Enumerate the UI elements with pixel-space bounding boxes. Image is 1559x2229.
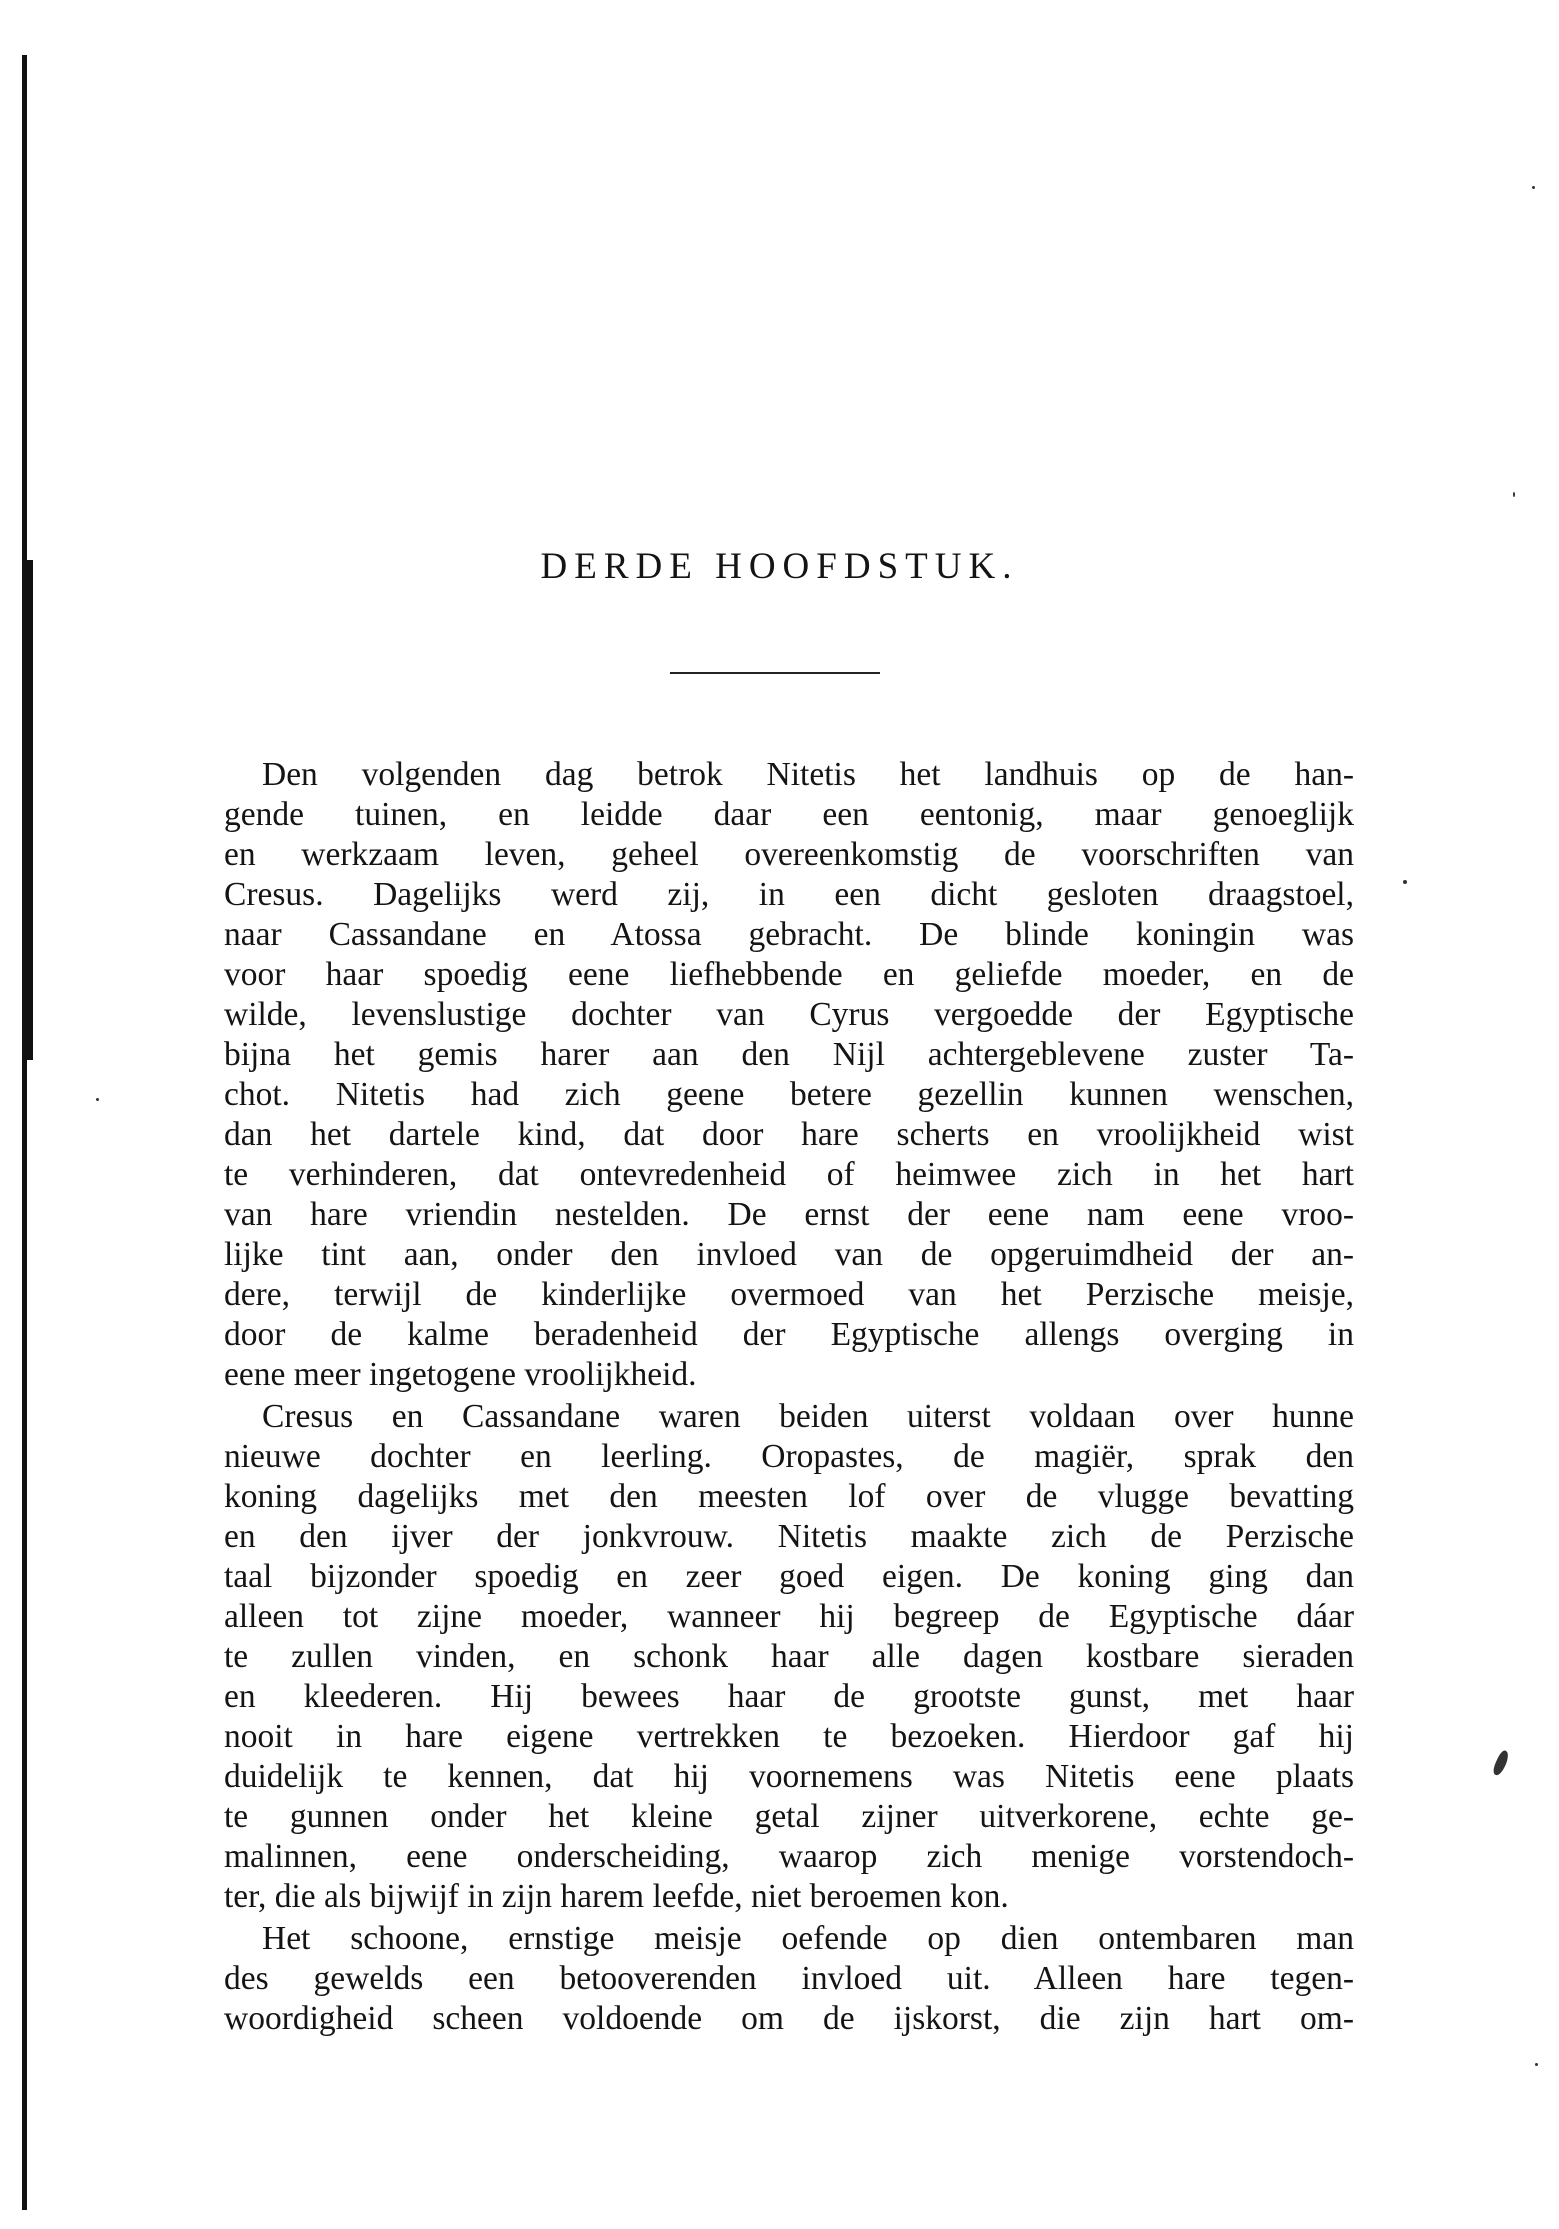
scan-speck xyxy=(96,1098,99,1101)
text-line: voor haar spoedig eene liefhebbende en geliefde moeder, en de xyxy=(224,956,1354,993)
text-line: dere, terwijl de kinderlijke overmoed van het Perzische meisje, xyxy=(224,1276,1354,1313)
page-binding-shadow xyxy=(24,560,33,1060)
text-line: naar Cassandane en Atossa gebracht. De blinde koningin was xyxy=(224,916,1354,953)
text-line: en den ijver der jonkvrouw. Nitetis maakte zich de Perzische xyxy=(224,1518,1354,1555)
text-line: te gunnen onder het kleine getal zijner uitverkorene, echte ge- xyxy=(224,1798,1354,1835)
text-line: gende tuinen, en leidde daar een eentonig, maar genoeglijk xyxy=(224,796,1354,833)
title-divider xyxy=(670,672,880,674)
page-binding-edge xyxy=(22,55,27,2210)
text-line: te zullen vinden, en schonk haar alle dagen kostbare sieraden xyxy=(224,1638,1354,1675)
paragraph xyxy=(224,1919,1354,2039)
text-line: chot. Nitetis had zich geene betere gezellin kunnen wenschen, xyxy=(224,1076,1354,1113)
text-line: en werkzaam leven, geheel overeenkomstig de voorschriften van xyxy=(224,836,1354,873)
text-line: alleen tot zijne moeder, wanneer hij begreep de Egyptische dáar xyxy=(224,1598,1354,1635)
text-line: eene meer ingetogene vroolijkheid. xyxy=(224,1356,697,1393)
text-line: lijke tint aan, onder den invloed van de opgeruimdheid der an- xyxy=(224,1236,1354,1273)
text-line: woordigheid scheen voldoende om de ijskorst, die zijn hart om- xyxy=(224,2000,1354,2037)
text-line: bijna het gemis harer aan den Nijl achtergeblevene zuster Ta- xyxy=(224,1036,1354,1073)
text-line: dan het dartele kind, dat door hare scherts en vroolijkheid wist xyxy=(224,1116,1354,1153)
scan-speck xyxy=(1403,880,1407,884)
body-text xyxy=(224,755,1354,2039)
scan-speck xyxy=(1532,186,1535,189)
text-line: Cresus en Cassandane waren beiden uiterst voldaan over hunne xyxy=(262,1398,1354,1435)
text-line: des gewelds een betooverenden invloed uit. Alleen hare tegen- xyxy=(224,1960,1354,1997)
text-line: duidelijk te kennen, dat hij voornemens was Nitetis eene plaats xyxy=(224,1758,1354,1795)
text-line: nooit in hare eigene vertrekken te bezoeken. Hierdoor gaf hij xyxy=(224,1718,1354,1755)
scan-speck xyxy=(1491,1749,1511,1777)
text-line: Den volgenden dag betrok Nitetis het landhuis op de han- xyxy=(262,756,1354,793)
text-line: wilde, levenslustige dochter van Cyrus vergoedde der Egyptische xyxy=(224,996,1354,1033)
text-line: nieuwe dochter en leerling. Oropastes, de magiër, sprak den xyxy=(224,1438,1354,1475)
text-line: Het schoone, ernstige meisje oefende op dien ontembaren man xyxy=(262,1920,1354,1957)
text-line: te verhinderen, dat ontevredenheid of heimwee zich in het hart xyxy=(224,1156,1354,1193)
text-line: van hare vriendin nestelden. De ernst der eene nam eene vroo- xyxy=(224,1196,1354,1233)
paragraph xyxy=(224,755,1354,1395)
text-line: en kleederen. Hij bewees haar de grootste gunst, met haar xyxy=(224,1678,1354,1715)
paragraph xyxy=(224,1397,1354,1917)
text-line: koning dagelijks met den meesten lof over de vlugge bevatting xyxy=(224,1478,1354,1515)
text-line: ter, die als bijwijf in zijn harem leefde, niet beroemen kon. xyxy=(224,1878,1009,1915)
text-line: taal bijzonder spoedig en zeer goed eigen. De koning ging dan xyxy=(224,1558,1354,1595)
text-line: malinnen, eene onderscheiding, waarop zich menige vorstendoch- xyxy=(224,1838,1354,1875)
scan-speck xyxy=(1513,492,1515,497)
text-line: door de kalme beradenheid der Egyptische allengs overging in xyxy=(224,1316,1354,1353)
chapter-title: DERDE HOOFDSTUK. xyxy=(540,546,1019,587)
text-line: Cresus. Dagelijks werd zij, in een dicht gesloten draagstoel, xyxy=(224,876,1354,913)
scan-speck xyxy=(1535,2063,1538,2066)
